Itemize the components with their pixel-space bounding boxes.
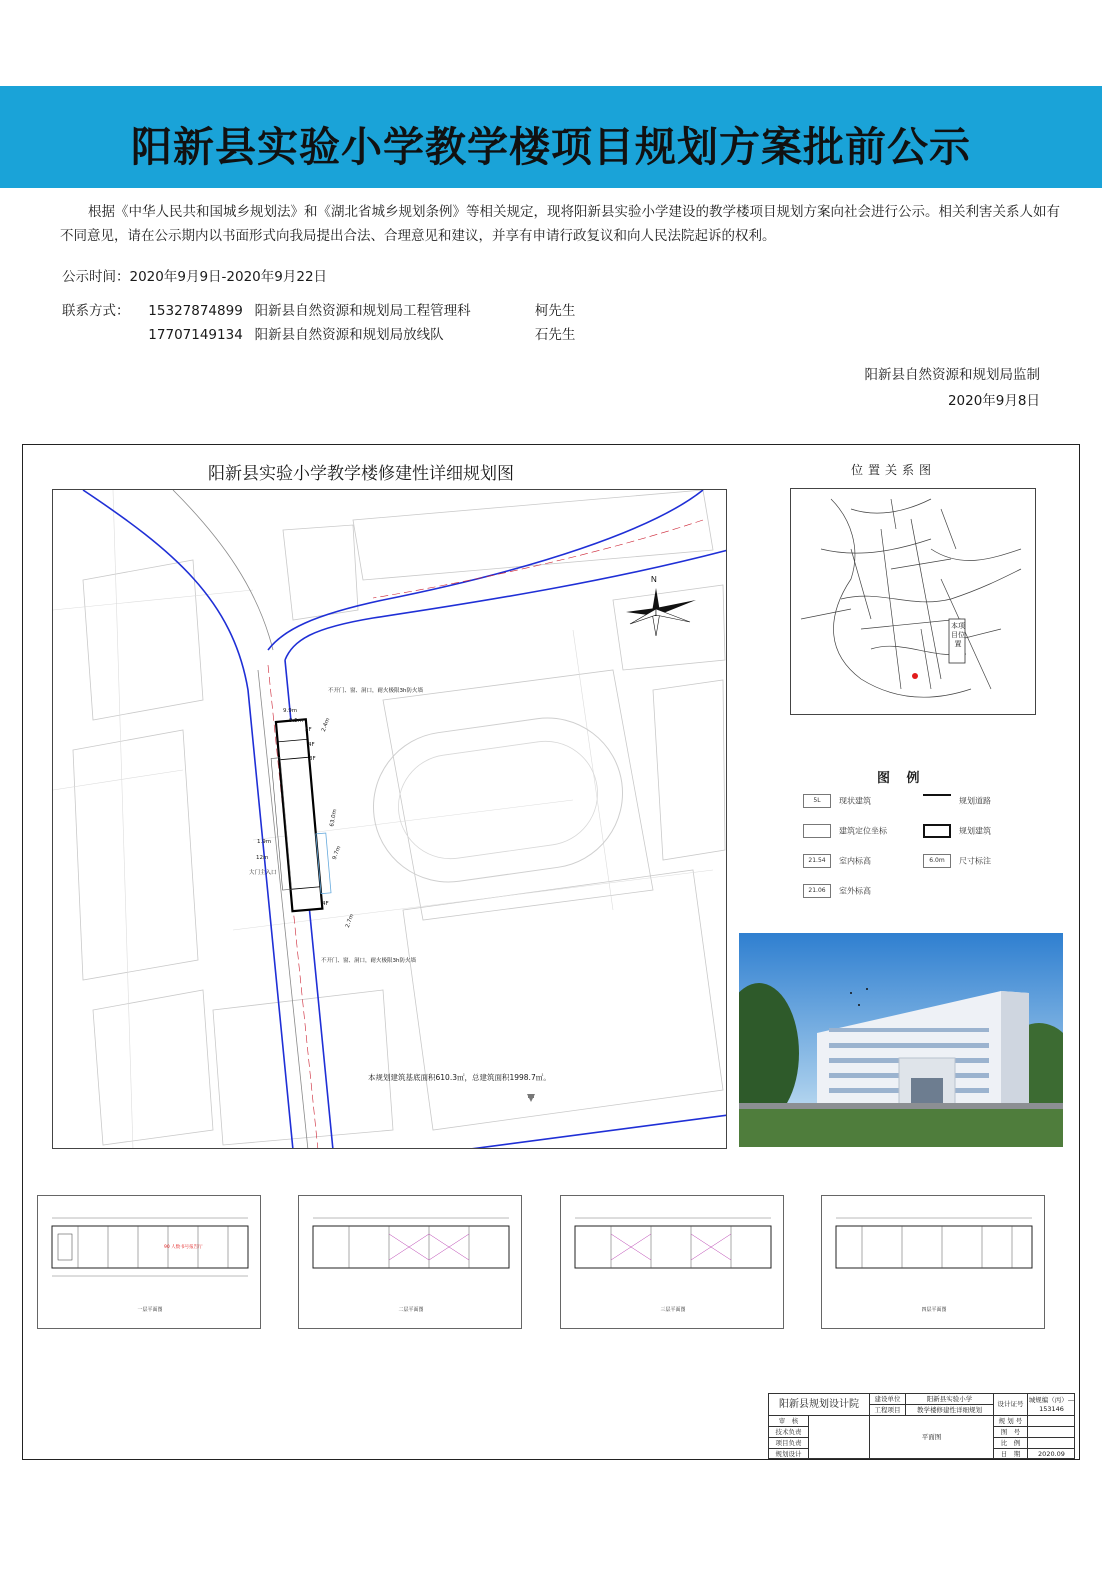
legend-item [803,794,871,808]
contact-phone: 15327874899 [148,303,243,319]
floor-plan-label: 三层平面图 [660,1307,686,1313]
location-map-drawing [791,489,1036,715]
legend-label: 室外标高 [839,886,871,896]
legend-swatch: 21.54 [803,854,831,868]
legend-item [923,854,991,868]
legend-item [923,794,991,808]
date-value: 2020.09 [1038,1449,1065,1458]
legend-swatch: 6.0m [923,854,951,868]
meta-value [1028,1427,1075,1438]
unit-value: 阳新县实验小学 [906,1394,994,1405]
legend-label: 室内标高 [839,856,871,866]
meta-label: 图 号 [994,1427,1028,1438]
location-map-title: 位置关系图 [851,463,937,477]
floor-plan-4 [821,1195,1045,1329]
floor-plan-2 [298,1195,522,1329]
floor-plan-label: 二层平面图 [398,1307,424,1313]
notice-body [60,200,1060,248]
area-note: 本规划建筑基底面积610.3㎡，总建筑面积1998.7㎡。 [368,1073,551,1082]
meta-value [1028,1438,1075,1449]
location-label: 本项目位置 [951,622,965,648]
dim-label: 12m [256,855,269,861]
contact-dept: 阳新县自然资源和规划局放线队 [254,327,444,343]
site-plan [52,489,727,1149]
legend-label: 现状建筑 [839,796,871,806]
contact-row-2 [62,323,575,343]
cert-value: 城规编（丙）—153146 [1028,1394,1075,1416]
cert-label: 设计证号 [994,1394,1028,1416]
legend-item [803,884,871,898]
legend-swatch [923,824,951,838]
floor-tag: 5F [305,727,312,733]
dim-label: 9.7m [331,845,343,861]
planning-sheet [22,444,1080,1460]
role-label: 项目负责 [769,1438,809,1449]
building-rendering [739,933,1063,1147]
legend-label: 尺寸标注 [959,856,991,866]
floor-plan-red-note: 90 人数书号报告厅 [164,1245,203,1250]
contact-dept: 阳新县自然资源和规划局工程管理科 [254,303,471,319]
floor-tag: 4F [322,901,329,907]
project-label: 工程项目 [870,1405,906,1416]
floor-plan-1 [37,1195,261,1329]
notice-paragraph: 根据《中华人民共和国城乡规划法》和《湖北省城乡规划条例》等相关规定，现将阳新县实验小学建设的教学楼项目规划方案向社会进行公示。相关利害关系人如有不同意见，请在公示期内以书面形式向我局提出合法、合理意见和建议，并享有申请行政复议和向人民法院起诉的权利。 [60,204,1060,244]
dim-label: 1.9m [257,839,272,845]
legend-item [923,824,991,838]
contact-phone: 17707149134 [148,327,243,343]
drawing-title-block [768,1393,1075,1459]
meta-label: 规 划 号 [994,1416,1028,1427]
floor-tag: 3F [309,756,316,762]
fire-wall-note-bottom: 不开门、窗、洞口，耐火极限3h防火墙 [321,958,416,964]
location-map [790,488,1036,715]
legend-label: 建筑定位坐标 [839,826,887,836]
meta-label: 日 期 [994,1449,1028,1459]
contact-row-1 [62,299,575,319]
rendering-image [739,933,1063,1147]
role-sign-area [809,1416,870,1459]
page-title: 阳新县实验小学教学楼项目规划方案批前公示 [131,123,971,171]
dim-label: 2.4m [320,717,332,733]
institute-name: 阳新县规划设计院 [769,1394,870,1416]
unit-label: 建设单位 [870,1394,906,1405]
legend-swatch [923,794,951,808]
dim-label: 9.9m [283,708,298,714]
dim-label: 63.0m [329,808,339,828]
role-label: 规划设计 [769,1449,809,1459]
site-plan-drawing [53,490,727,1149]
time-value: 2020年9月9日-2020年9月22日 [129,269,328,285]
floor-tag: 4F [308,742,315,748]
floor-plan-label: 四层平面图 [921,1307,947,1313]
issuer-block [865,362,1041,414]
dim-label: 9.5m [289,718,304,724]
legend-swatch: 21.06 [803,884,831,898]
floor-plan-3 [560,1195,784,1329]
issuer-name: 阳新县自然资源和规划局监制 [864,367,1040,383]
floor-plan-label: 一层平面图 [137,1307,163,1313]
project-value: 教学楼修建性详细规划 [906,1405,994,1416]
role-label: 技术负责 [769,1427,809,1438]
legend-swatch: 5L [803,794,831,808]
legend-item [803,854,871,868]
header-banner [0,86,1102,188]
legend-label: 规划建筑 [959,826,991,836]
role-label: 审 核 [769,1416,809,1427]
notice-time [62,265,327,285]
legend-item [803,824,887,838]
dim-label: 2.7m [344,913,356,929]
plan-title: 阳新县实验小学教学楼修建性详细规划图 [208,464,514,484]
contact-person: 石先生 [534,327,576,343]
meta-label: 比 例 [994,1438,1028,1449]
legend-label: 规划道路 [959,796,991,806]
north-label: N [651,575,657,584]
legend-title: 图 例 [877,771,926,786]
meta-value [1028,1416,1075,1427]
time-label: 公示时间： [62,269,130,285]
legend-swatch [803,824,831,838]
sheet-name: 平面图 [870,1416,994,1459]
gate-label: 大门主入口 [249,870,277,876]
contact-person: 柯先生 [534,303,576,319]
contact-label: 联系方式： [62,303,130,319]
fire-wall-note-top: 不开门、窗、洞口，耐火极限3h防火墙 [328,688,423,694]
issue-date: 2020年9月8日 [947,393,1040,409]
